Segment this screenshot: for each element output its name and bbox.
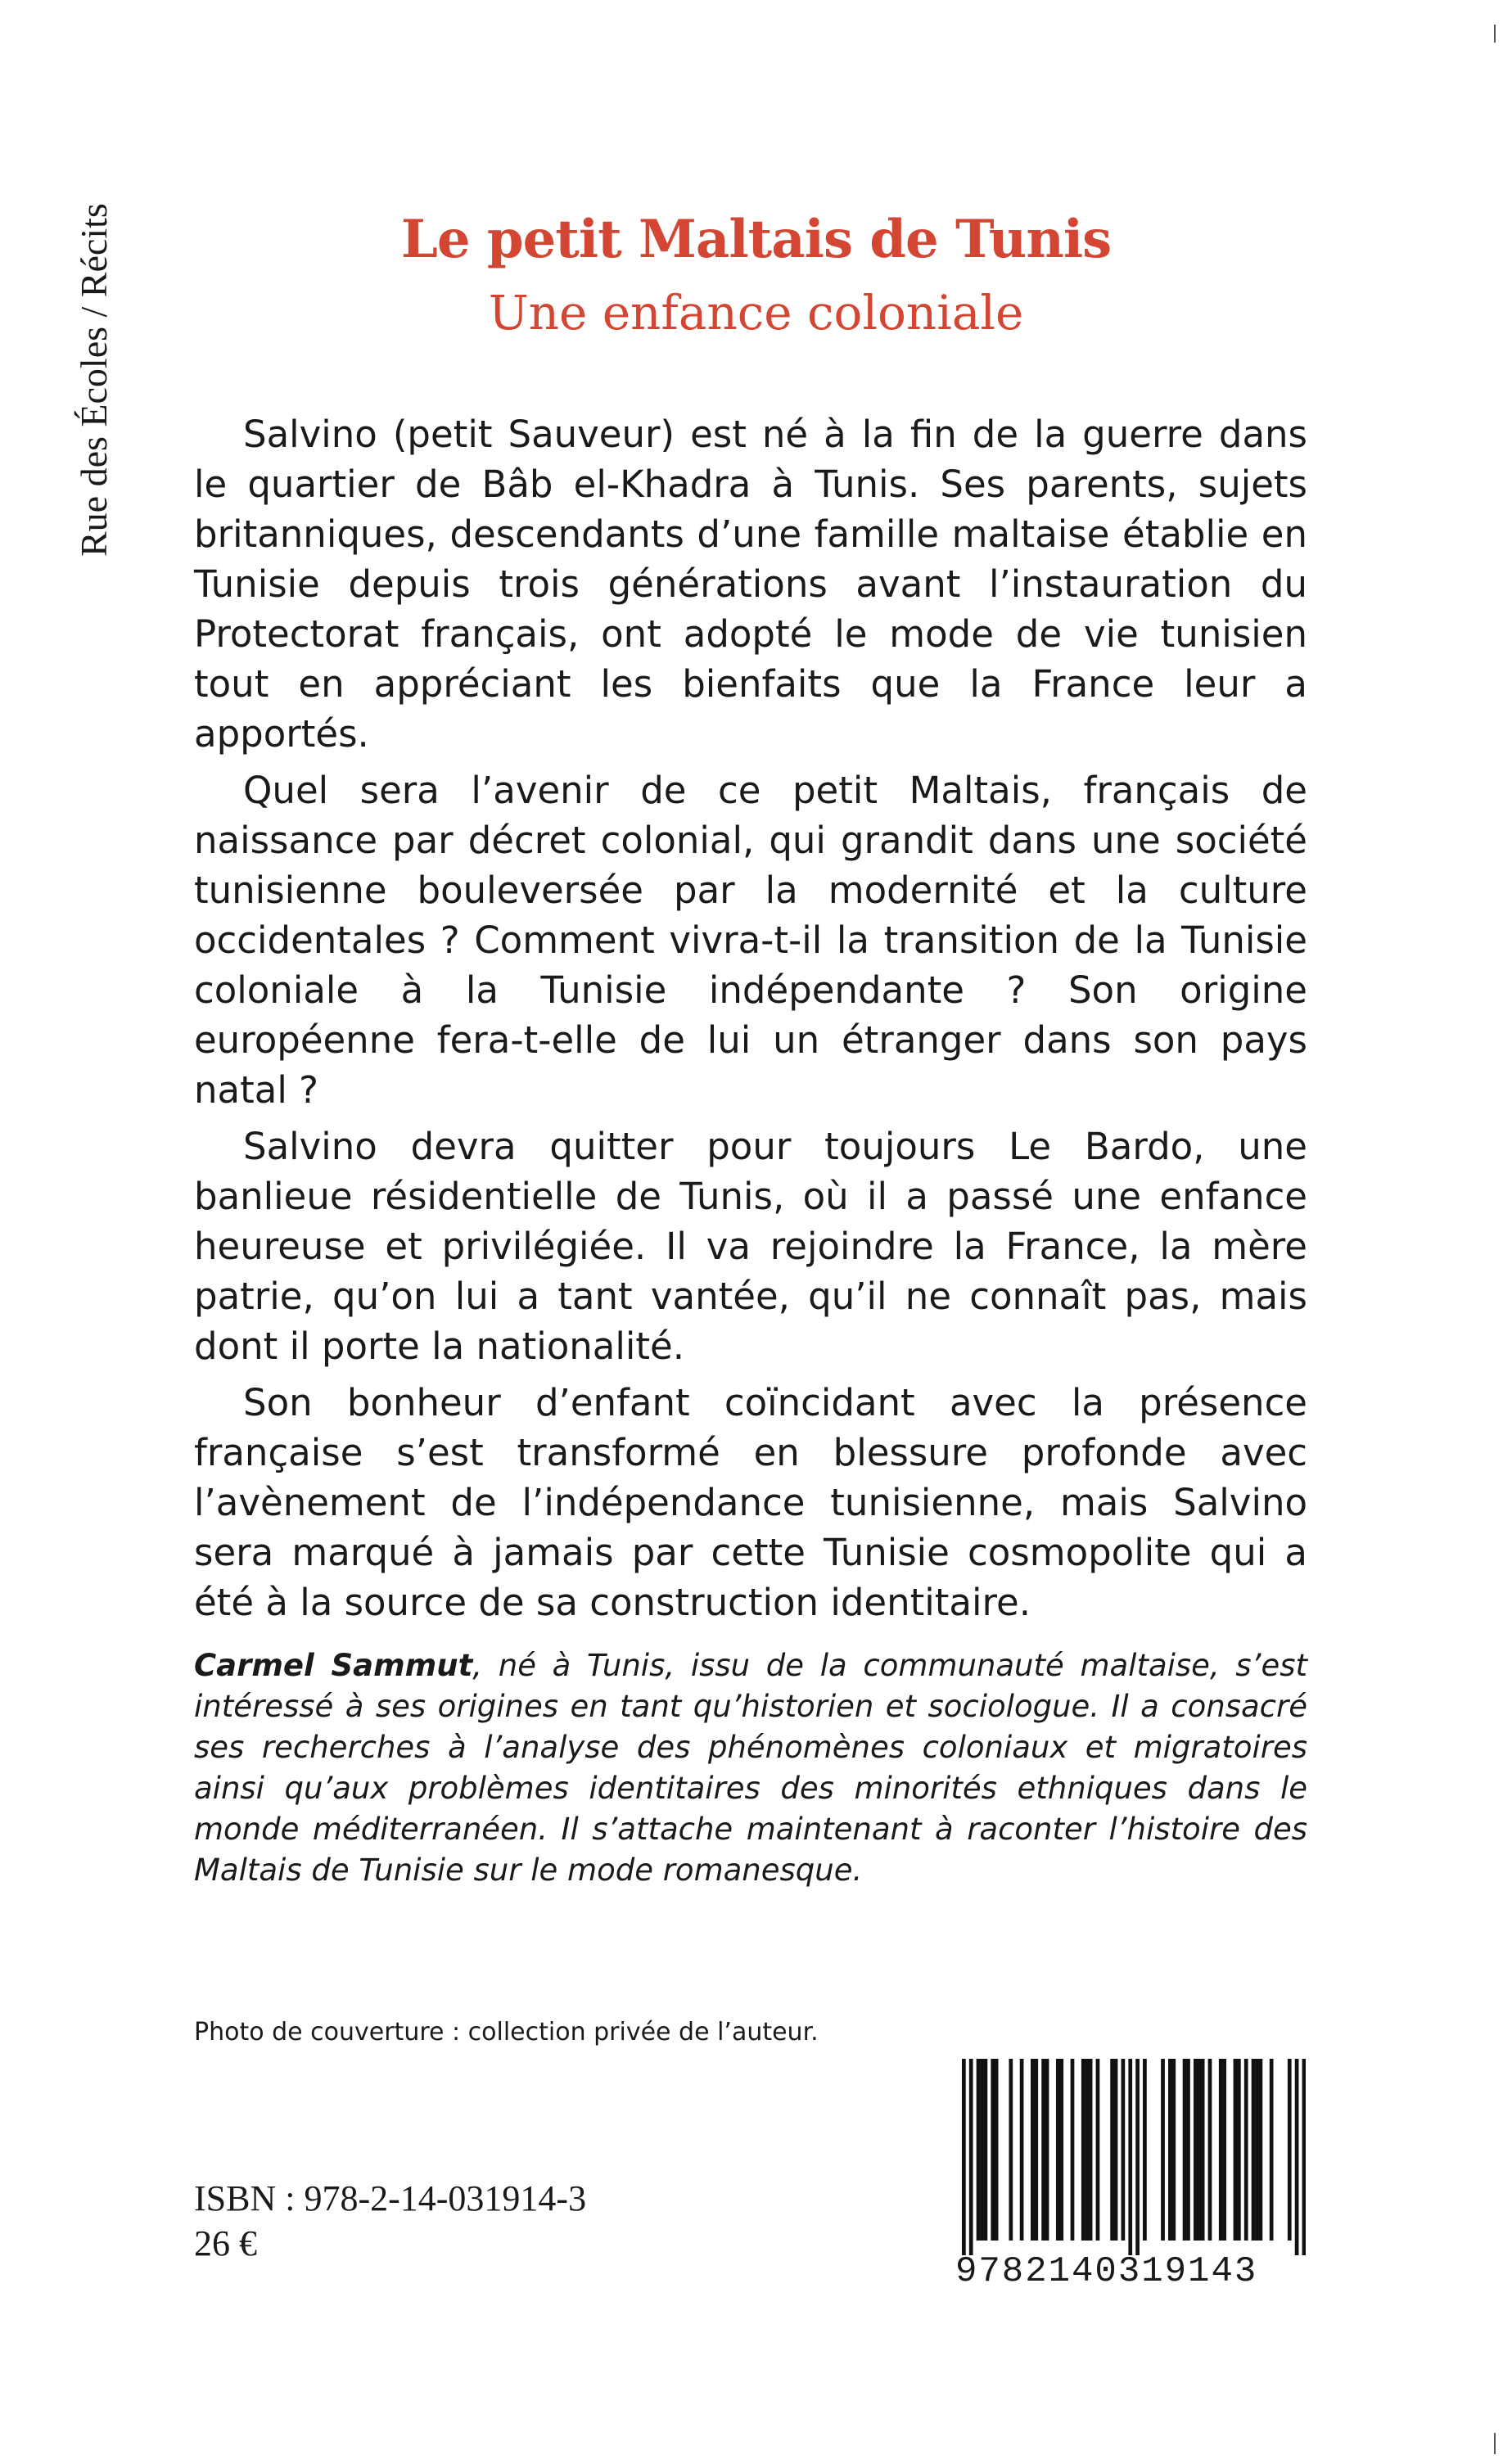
barcode-digits: 9782140319143 — [955, 2251, 1258, 2292]
barcode-bar — [1255, 2059, 1259, 2241]
barcode-bar — [1122, 2059, 1126, 2241]
barcode-bar — [1161, 2059, 1165, 2241]
summary-paragraph: Salvino (petit Sauveur) est né à la fin de la guerre dans le quartier de Bâb el-Khadra à Tunis. Ses parents, sujets britanniques, descendants d’une famille maltaise établie en Tunisie depuis trois générations avant l’instauration du Protectorat français, ont adopté le mode de vie tunisien tout en appréciant les bienfaits que la France leur a apportés. — [194, 413, 1307, 756]
barcode-bar — [1186, 2059, 1190, 2241]
barcode-bar — [1194, 2059, 1198, 2241]
barcode-bar — [1135, 2059, 1140, 2255]
book-summary — [194, 409, 1307, 1634]
barcode-bar — [1114, 2059, 1118, 2241]
barcode-bar — [1168, 2059, 1172, 2241]
book-subtitle: Une enfance coloniale — [488, 285, 1024, 341]
author-bio-text: , né à Tunis, issu de la communauté maltaise, s’est intéressé à ses origines en tant qu’historien et sociologue. Il a consacré ses recherches à l’analyse des phénomènes coloniaux et migratoires ainsi qu’aux problèmes identitaires des minorités ethniques dans le monde méditerranéen. Il s’attache maintenant à raconter l’histoire des Maltais de Tunisie sur le mode romanesque. — [194, 1648, 1307, 1888]
barcode-bar — [962, 2059, 966, 2255]
barcode-bar — [1096, 2059, 1100, 2241]
summary-paragraph: Salvino devra quitter pour toujours Le Bardo, une banlieue résidentielle de Tunis, où il a passé une enfance heureuse et privilégiée. Il va rejoindre la France, la mère patrie, qu’on lui a tant vantée, qu’il ne connaît pas, mais dont il porte la nationalité. — [194, 1125, 1307, 1368]
barcode-bar — [995, 2059, 999, 2241]
barcode-bar — [1219, 2059, 1223, 2241]
barcode-bar — [969, 2059, 973, 2255]
barcode-bar — [1288, 2059, 1292, 2241]
barcode-bar — [1237, 2059, 1241, 2241]
author-bio — [194, 1645, 1307, 1891]
barcode-bar — [1234, 2059, 1238, 2241]
barcode-bar — [1197, 2059, 1201, 2241]
barcode-bar — [1128, 2059, 1132, 2255]
barcode-bar — [1259, 2059, 1263, 2241]
barcode-bar — [1020, 2059, 1024, 2241]
barcode-bar — [1222, 2059, 1226, 2241]
photo-credit: Photo de couverture : collection privée de l’auteur. — [194, 2018, 819, 2047]
barcode-bar — [1295, 2059, 1299, 2255]
spine-collection-label: Rue des Écoles / Récits — [73, 203, 115, 557]
barcode-bar — [1201, 2059, 1205, 2241]
barcode-bar — [1244, 2059, 1248, 2241]
barcode-bar — [1171, 2059, 1176, 2241]
barcode-bar — [1089, 2059, 1093, 2241]
barcode-bar — [984, 2059, 988, 2241]
barcode-bar — [1031, 2059, 1035, 2241]
barcode-bar — [1208, 2059, 1212, 2241]
barcode-bar — [1302, 2059, 1306, 2255]
barcode-bar — [1071, 2059, 1075, 2241]
crop-mark-top — [1494, 25, 1496, 43]
barcode-bar — [991, 2059, 995, 2241]
barcode-bar — [1081, 2059, 1085, 2241]
barcode-bar — [1041, 2059, 1045, 2241]
barcode-bar — [977, 2059, 981, 2241]
barcode-bar — [1183, 2059, 1187, 2241]
barcode-bar — [1110, 2059, 1114, 2241]
barcode — [962, 2059, 1306, 2255]
summary-paragraph: Quel sera l’avenir de ce petit Maltais, français de naissance par décret colonial, qui grandit dans une société tunisienne bouleversée par la modernité et la culture occidentales ? Comment vivra-t-il la transition de la Tunisie coloniale à la Tunisie indépendante ? Son origine européenne fera-t-elle de lui un étranger dans son pays natal ? — [194, 769, 1307, 1112]
barcode-bar — [1056, 2059, 1060, 2241]
isbn-label: ISBN : 978-2-14-031914-3 — [194, 2178, 587, 2218]
summary-paragraph: Son bonheur d’enfant coïncidant avec la présence française s’est transformé en blessure profonde avec l’avènement de l’indépendance tunisienne, mais Salvino sera marqué à jamais par cette Tunisie cosmopolite qui a été à la source de sa construction identitaire. — [194, 1381, 1307, 1624]
barcode-bar — [1045, 2059, 1049, 2241]
barcode-bar — [1143, 2059, 1147, 2241]
price-label: 26 € — [194, 2223, 257, 2263]
barcode-bar — [1009, 2059, 1013, 2241]
barcode-bar — [1034, 2059, 1038, 2241]
barcode-bar — [1085, 2059, 1089, 2241]
barcode-bar — [980, 2059, 984, 2241]
barcode-bar — [1270, 2059, 1274, 2241]
crop-mark-bottom — [1494, 2433, 1496, 2454]
barcode-bar — [1252, 2059, 1256, 2241]
book-title: Le petit Maltais de Tunis — [400, 209, 1112, 270]
author-name: Carmel Sammut — [194, 1648, 473, 1683]
barcode-bar — [1059, 2059, 1063, 2241]
barcode-bars-icon — [962, 2059, 1306, 2255]
